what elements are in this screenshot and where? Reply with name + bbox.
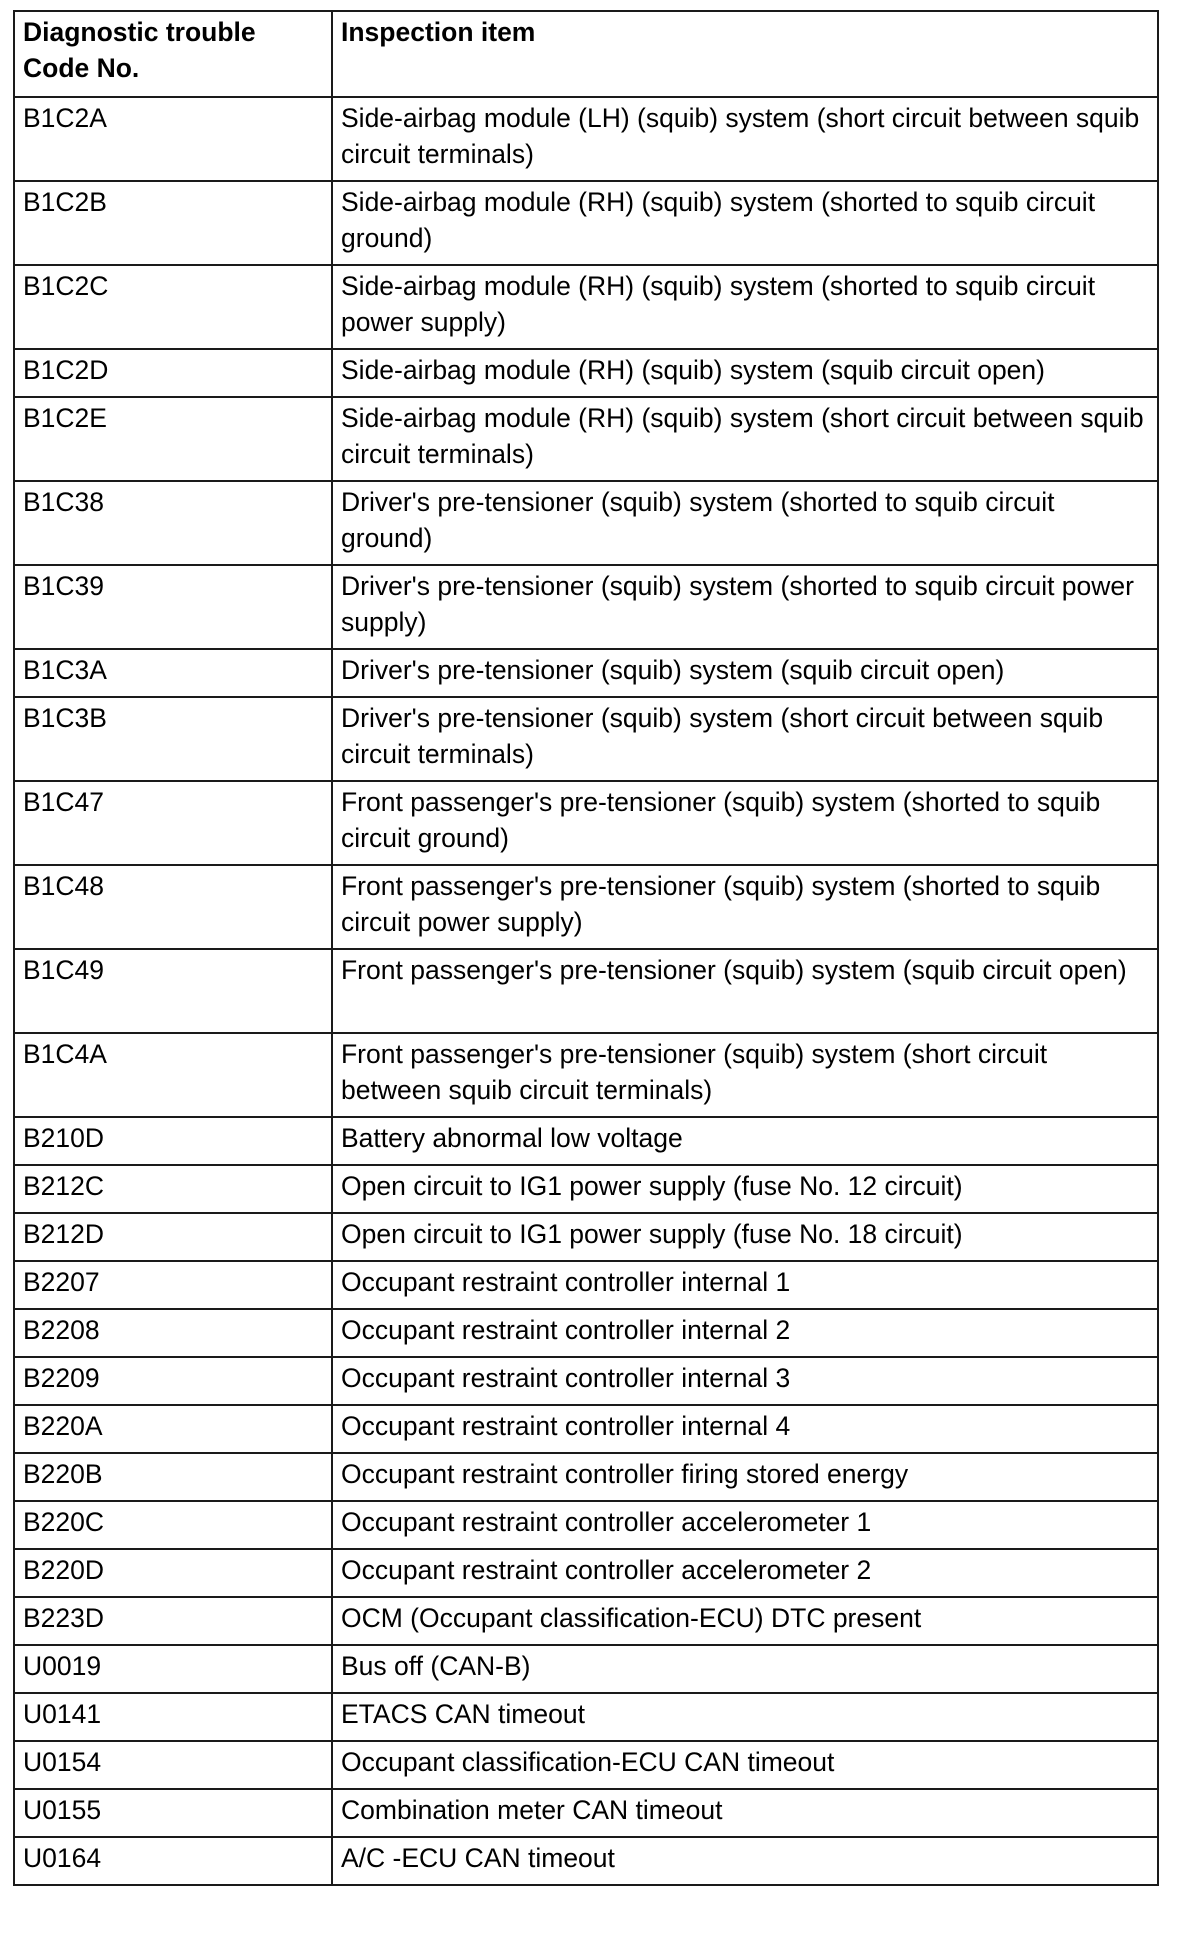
code-cell: B223D [14,1597,332,1645]
code-cell: U0155 [14,1789,332,1837]
code-cell: B212C [14,1165,332,1213]
item-cell: Occupant restraint controller firing stored energy [332,1453,1158,1501]
table-row [14,949,1158,1033]
code-cell: B2208 [14,1309,332,1357]
table-row [14,481,1158,565]
code-cell: B2209 [14,1357,332,1405]
item-cell: Front passenger's pre-tensioner (squib) system (shorted to squib circuit ground) [332,781,1158,865]
table-row [14,1741,1158,1789]
code-cell: B1C2C [14,265,332,349]
code-cell: B210D [14,1117,332,1165]
code-cell: B1C3A [14,649,332,697]
header-row [14,11,1158,97]
item-cell: Occupant restraint controller accelerometer 2 [332,1549,1158,1597]
table-row [14,697,1158,781]
item-cell: Bus off (CAN-B) [332,1645,1158,1693]
item-cell: Occupant restraint controller internal 3 [332,1357,1158,1405]
table-row [14,1357,1158,1405]
item-cell: Occupant restraint controller accelerometer 1 [332,1501,1158,1549]
table-row [14,1309,1158,1357]
item-cell: Side-airbag module (RH) (squib) system (short circuit between squib circuit terminals) [332,397,1158,481]
item-cell: Driver's pre-tensioner (squib) system (shorted to squib circuit ground) [332,481,1158,565]
code-cell: U0154 [14,1741,332,1789]
table-row [14,397,1158,481]
item-cell: Driver's pre-tensioner (squib) system (squib circuit open) [332,649,1158,697]
item-cell: Driver's pre-tensioner (squib) system (short circuit between squib circuit terminals) [332,697,1158,781]
item-cell: ETACS CAN timeout [332,1693,1158,1741]
table-row [14,1165,1158,1213]
item-cell: Occupant restraint controller internal 2 [332,1309,1158,1357]
code-cell: B1C47 [14,781,332,865]
table-row [14,1117,1158,1165]
table-row [14,265,1158,349]
item-cell: A/C -ECU CAN timeout [332,1837,1158,1885]
table-row [14,1501,1158,1549]
table-row [14,1453,1158,1501]
code-cell: B220B [14,1453,332,1501]
item-cell: Open circuit to IG1 power supply (fuse No. 18 circuit) [332,1213,1158,1261]
table-row [14,1549,1158,1597]
table-row [14,1597,1158,1645]
code-cell: B1C39 [14,565,332,649]
item-cell: Occupant restraint controller internal 1 [332,1261,1158,1309]
code-cell: B1C3B [14,697,332,781]
code-cell: B1C49 [14,949,332,1033]
code-cell: B1C2A [14,97,332,181]
item-cell: Front passenger's pre-tensioner (squib) system (squib circuit open) [332,949,1158,1033]
table-row [14,1645,1158,1693]
table-row [14,1789,1158,1837]
item-cell: Front passenger's pre-tensioner (squib) system (short circuit between squib circuit terminals) [332,1033,1158,1117]
code-cell: B1C2D [14,349,332,397]
table-row [14,1837,1158,1885]
item-cell: Side-airbag module (RH) (squib) system (shorted to squib circuit power supply) [332,265,1158,349]
code-cell: B220A [14,1405,332,1453]
header-code: Diagnostic trouble Code No. [14,11,332,97]
code-cell: B212D [14,1213,332,1261]
table-row [14,1693,1158,1741]
code-cell: U0141 [14,1693,332,1741]
header-item: Inspection item [332,11,1158,97]
code-cell: B220C [14,1501,332,1549]
item-cell: Side-airbag module (LH) (squib) system (short circuit between squib circuit terminals) [332,97,1158,181]
table-row [14,781,1158,865]
item-cell: OCM (Occupant classification-ECU) DTC present [332,1597,1158,1645]
item-cell: Front passenger's pre-tensioner (squib) system (shorted to squib circuit power supply) [332,865,1158,949]
code-cell: B1C4A [14,1033,332,1117]
code-cell: B1C2E [14,397,332,481]
item-cell: Side-airbag module (RH) (squib) system (squib circuit open) [332,349,1158,397]
code-cell: B1C38 [14,481,332,565]
table-row [14,865,1158,949]
table-row [14,565,1158,649]
code-cell: B220D [14,1549,332,1597]
table-row [14,97,1158,181]
code-cell: U0164 [14,1837,332,1885]
code-cell: B1C48 [14,865,332,949]
table-row [14,1405,1158,1453]
table-row [14,181,1158,265]
item-cell: Open circuit to IG1 power supply (fuse No. 12 circuit) [332,1165,1158,1213]
table-row [14,1261,1158,1309]
dtc-table [13,10,1159,1886]
code-cell: U0019 [14,1645,332,1693]
item-cell: Occupant restraint controller internal 4 [332,1405,1158,1453]
table-row [14,649,1158,697]
item-cell: Combination meter CAN timeout [332,1789,1158,1837]
code-cell: B2207 [14,1261,332,1309]
item-cell: Battery abnormal low voltage [332,1117,1158,1165]
item-cell: Side-airbag module (RH) (squib) system (shorted to squib circuit ground) [332,181,1158,265]
item-cell: Driver's pre-tensioner (squib) system (shorted to squib circuit power supply) [332,565,1158,649]
table-row [14,1033,1158,1117]
table-row [14,349,1158,397]
table-row [14,1213,1158,1261]
item-cell: Occupant classification-ECU CAN timeout [332,1741,1158,1789]
code-cell: B1C2B [14,181,332,265]
